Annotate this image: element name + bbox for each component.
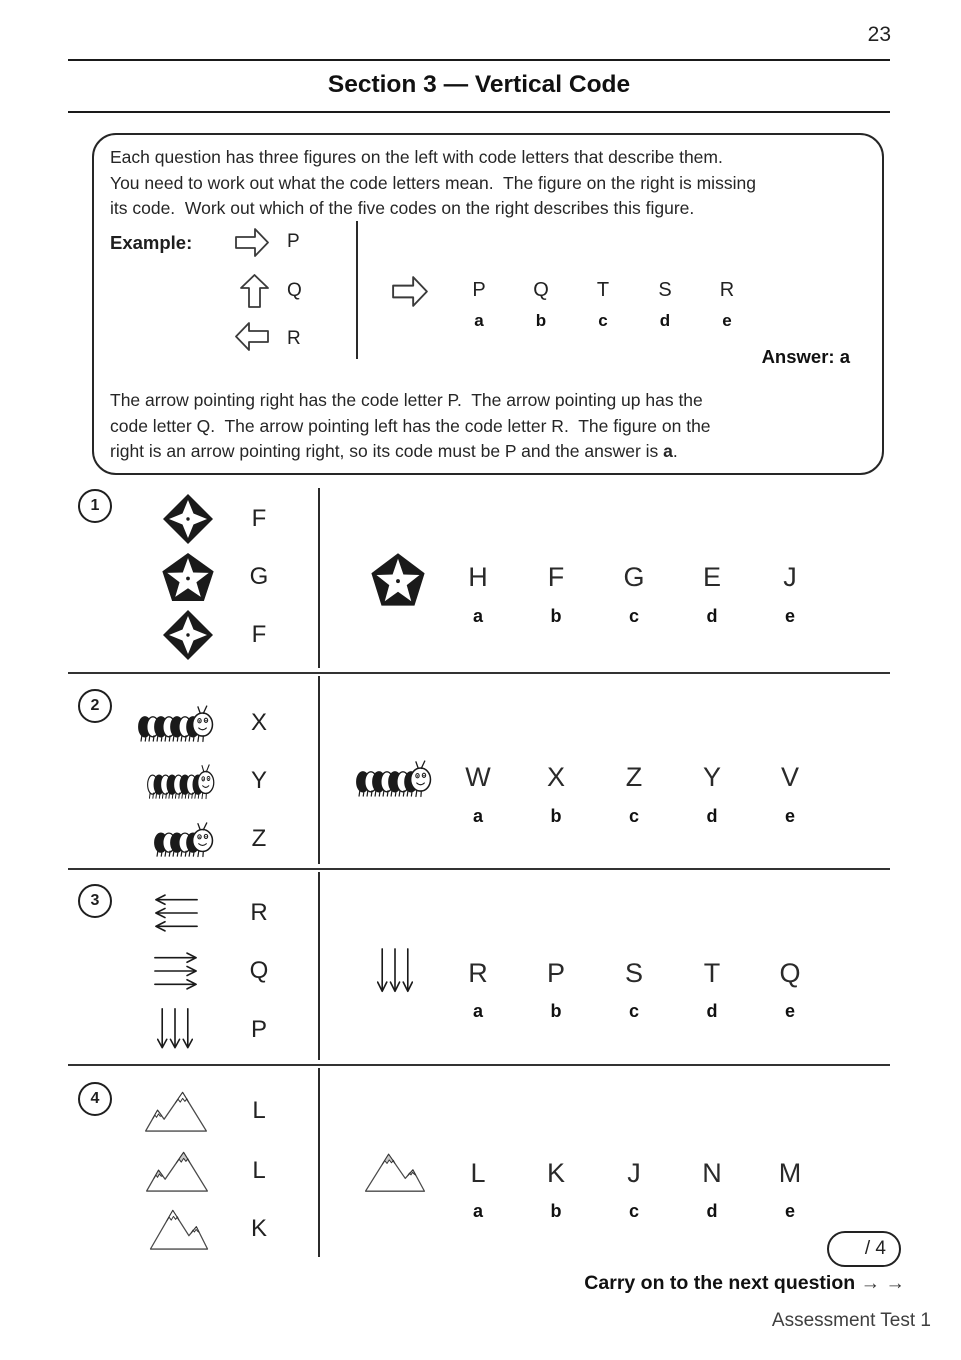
- section-title: Section 3 — Vertical Code: [327, 71, 631, 98]
- figure-code-letter: K: [250, 1215, 267, 1242]
- option-letter: d: [706, 1001, 718, 1021]
- answer-divider-line: [318, 1068, 320, 1257]
- option-letter: b: [550, 606, 562, 626]
- explanation-line: The arrow pointing right has the code letter P. The arrow pointing up has the: [110, 390, 703, 410]
- option-letter: e: [784, 806, 795, 826]
- example-option-code: T: [596, 279, 610, 301]
- option-letter: a: [472, 806, 483, 826]
- figure-code-letter: L: [252, 1157, 266, 1184]
- mountain-peak-right-white-icon: [143, 1088, 209, 1134]
- option-code: P: [546, 958, 565, 988]
- option-letter: b: [550, 1001, 562, 1021]
- header-rule-bottom: [68, 111, 890, 113]
- option-code: V: [780, 762, 799, 792]
- question-triple-arrows-down-icon: [377, 947, 413, 997]
- instruction-line: Each question has three figures on the left with code letters that describe them.: [110, 147, 723, 167]
- option-code: E: [702, 562, 721, 592]
- score-label: / 4: [864, 1238, 886, 1259]
- option-code: H: [468, 562, 488, 592]
- diamond-4star-icon: [162, 609, 214, 661]
- option-code: S: [624, 958, 643, 988]
- caterpillar-long-icon: [138, 703, 214, 743]
- option-code: L: [470, 1158, 486, 1188]
- question-pentagon-star-icon: [370, 551, 426, 609]
- example-explanation: [110, 388, 711, 465]
- option-letter: d: [706, 606, 718, 626]
- question-separator: [68, 1064, 890, 1066]
- answer-divider-line: [318, 872, 320, 1060]
- option-letter: c: [628, 606, 639, 626]
- explanation-line: right is an arrow pointing right, so its code must be P and the answer is a.: [110, 441, 678, 461]
- example-label: Example:: [110, 232, 193, 253]
- pentagon-star-icon: [161, 551, 215, 604]
- mountain-peak-right-gray-icon: [144, 1148, 210, 1194]
- triple-arrows-right-icon: [153, 952, 199, 990]
- option-code: X: [546, 762, 565, 792]
- option-letter: d: [706, 806, 718, 826]
- figure-code-letter: G: [249, 563, 269, 590]
- option-letter: b: [550, 1201, 562, 1221]
- example-option-code: P: [472, 279, 486, 301]
- mountain-peak-left-white-icon: [148, 1206, 210, 1252]
- figure-code-letter: Y: [250, 767, 267, 794]
- question-separator: [68, 672, 890, 674]
- question-separator: [68, 868, 890, 870]
- example-option-letter: e: [722, 311, 732, 330]
- caterpillar-medium-icon: [147, 762, 215, 800]
- example-option-letter: d: [659, 311, 671, 330]
- example-code-letter: R: [287, 328, 301, 349]
- option-code: G: [623, 562, 645, 592]
- triple-arrows-down-icon: [157, 1007, 193, 1053]
- figure-code-letter: P: [250, 1016, 267, 1043]
- option-code: M: [778, 1158, 802, 1188]
- arrow-right-icon: [234, 227, 270, 258]
- explanation-line: code letter Q. The arrow pointing left has the code letter R. The figure on the: [110, 415, 711, 436]
- option-letter: e: [784, 1001, 795, 1021]
- option-code: Q: [779, 958, 801, 988]
- example-code-letter: Q: [287, 280, 302, 301]
- page-number: 23: [867, 23, 891, 46]
- example-option-code: S: [658, 279, 672, 301]
- example-code-letter: P: [287, 231, 300, 252]
- option-letter: b: [550, 806, 562, 826]
- triple-arrows-left-icon: [153, 894, 199, 932]
- question-number: 4: [78, 1082, 112, 1116]
- option-code: W: [465, 762, 491, 792]
- option-code: F: [547, 562, 565, 592]
- option-code: J: [783, 562, 797, 592]
- arrow-up-icon: [239, 272, 270, 309]
- option-letter: e: [784, 606, 795, 626]
- option-code: R: [468, 958, 488, 988]
- instructions-text: [110, 145, 756, 222]
- arrow-left-icon: [234, 321, 270, 352]
- example-option-code: Q: [533, 279, 549, 301]
- next-arrows-icon: → →: [860, 1272, 905, 1294]
- option-letter: c: [628, 1201, 639, 1221]
- option-letter: a: [472, 1001, 483, 1021]
- carry-on-text: Carry on to the next question → →: [584, 1272, 905, 1294]
- example-option-letter: c: [598, 311, 608, 330]
- option-code: K: [546, 1158, 565, 1188]
- option-letter: c: [628, 806, 639, 826]
- figure-code-letter: Z: [251, 825, 267, 852]
- option-letter: a: [472, 606, 483, 626]
- figure-code-letter: F: [251, 505, 267, 532]
- option-code: T: [703, 958, 721, 988]
- figure-code-letter: F: [251, 621, 267, 648]
- footer-text: Assessment Test 1: [771, 1310, 931, 1331]
- instruction-line: You need to work out what the code letters mean. The figure on the right is missing: [110, 172, 756, 193]
- figure-code-letter: X: [250, 709, 267, 736]
- question-mountain-peak-left-gray-icon: [363, 1150, 427, 1194]
- question-number: 2: [78, 689, 112, 723]
- question-number: 3: [78, 884, 112, 918]
- example-question-arrow-right-icon: [391, 275, 429, 308]
- option-letter: d: [706, 1201, 718, 1221]
- diamond-4star-icon: [162, 493, 214, 545]
- option-letter: c: [628, 1001, 639, 1021]
- option-code: Z: [625, 762, 643, 792]
- figure-code-letter: L: [252, 1097, 266, 1124]
- score-box: [827, 1231, 901, 1267]
- example-option-letter: a: [474, 311, 484, 330]
- example-option-letter: b: [535, 311, 547, 330]
- header-rule-top: [68, 59, 890, 61]
- instruction-line: its code. Work out which of the five codes on the right describes this figure.: [110, 198, 695, 218]
- example-divider-line: [356, 221, 358, 359]
- example-option-code: R: [719, 279, 735, 301]
- figure-code-letter: Q: [249, 957, 269, 984]
- option-letter: a: [472, 1201, 483, 1221]
- option-code: J: [627, 1158, 641, 1188]
- figure-code-letter: R: [250, 899, 268, 926]
- question-caterpillar-long-icon: [356, 758, 432, 798]
- option-code: Y: [702, 762, 721, 792]
- option-code: N: [702, 1158, 722, 1188]
- caterpillar-short-icon: [154, 820, 214, 858]
- example-answer: Answer: a: [761, 346, 850, 367]
- answer-divider-line: [318, 488, 320, 668]
- answer-divider-line: [318, 676, 320, 864]
- question-number: 1: [78, 489, 112, 523]
- option-letter: e: [784, 1201, 795, 1221]
